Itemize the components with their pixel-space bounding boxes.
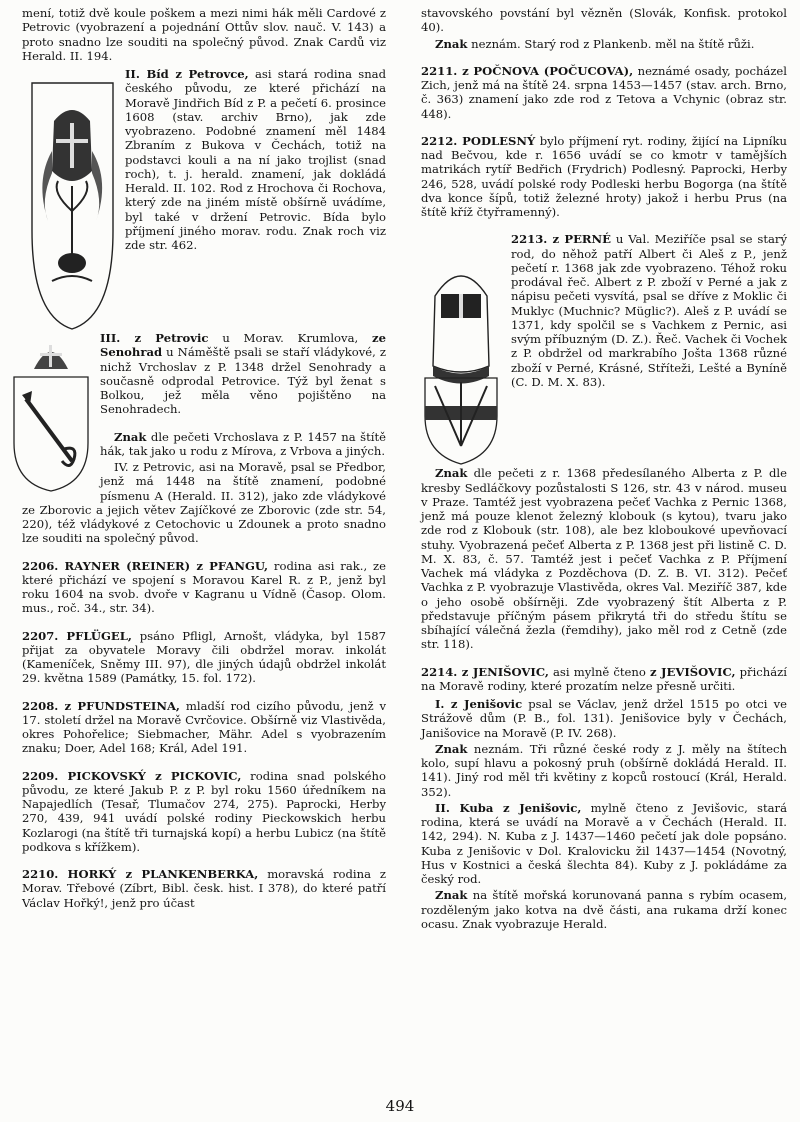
paragraph: stavovského povstání byl vězněn (Slovák, Konfisk. protokol 40). — [421, 6, 787, 35]
entry-2212: 2212. PODLESNÝ bylo příjmení ryt. rodiny, žijící na Lipníku nad Bečvou, kde r. 1656 uvádí se co kmotr v tamějších matrikách rytíř Bedřich (Frydrich) Podlesný. Paprocki, Herby 246, 528, uvádí polské rody Podleski herbu Bogorga (na štítě dva konce šípů, totiž železné hroty) jakož i herbu Prus (na štítě kříž čtyřramenný). — [421, 133, 787, 219]
paragraph-jenisovic-ii-znak: Znak na štítě mořská korunovaná panna s rybím ocasem, rozděleným jako kotva na dvě části, ana rukama drží konec ocasu. Znak vyobrazuje Herald. — [421, 888, 787, 931]
paragraph-petrovic-iv: IV. z Petrovic, asi na Moravě, psal se Předbor, jenž má 1448 na štítě znamení, podobné písmenu A (Herald. II. 312), jako zde vládykové ze Zborovic a jejich větev Zajíčkové ze Zborovic (zde str. 54, 220), též vládykové z Cetochovic u Zdounek a proto snadno lze souditi na společný původ. — [22, 460, 386, 546]
paragraph-jenisovic-i-znak: Znak neznám. Tři různé české rody z J. měly na štítech kolo, supí hlavu a pokosný pruh (obšírně dokládá Herald. II. 141). Jiný rod měl tři květiny z kopců rostoucí (Král, Herald. 352). — [421, 741, 787, 799]
paragraph-jenisovic-ii: II. Kuba z Jenišovic, mylně čteno z Jevišovic, stará rodina, která se uvádí na Moravě a v Čechách (Herald. II. 142, 294). N. Kuba z J. 1437—1460 pečetí jak dole popsáno. Kuba z Jenišovic v Dol. Kralovicku žil 1437—1454 (Novotný, Hus v Kostnici a česká šlechta 84). Kuby z J. pokládáme za český rod. — [421, 800, 787, 886]
entry-2211: 2211. z POČNOVA (POČUCOVA), neznámé osady, pocházel Zich, jenž má na štítě 24. srpna 1453—1457 (stav. arch. Brno, č. 363) znamení jako zde rod z Tetova a Vchynic (obraz str. 448). — [421, 63, 788, 121]
entry-2213: 2213. z PERNÉ u Val. Meziříče psal se starý rod, do něhož patří Albert či Aleš z P., jenž pečetí r. 1368 jak zde vyobrazeno. Téhož roku prodával řeč. Albert z P. zboží v Perné a jak z nápisu pečeti vysvítá, psal se dříve z Moklic či Muklyc (Muchnic? Müglic?). Aleš z P. uvádí se 1371, kdy spolčil se s Vachkem z Pernic, asi svým příbuzným (D. Z.). Řeč. Vachek či Vochek z P. obdržel od markrabího Jošta 1368 různé zboží v Perné, Krásné, Stříteži, Lešté a Byníně (C. D. M. X. 83). — [511, 232, 787, 389]
left-column — [22, 0, 386, 923]
entry-2206: 2206. RAYNER (REINER) z PFANGU, rodina asi rak., ze které přichází ve spojení s Moravou Karel R. z P., jenž byl roku 1604 na svob. dvoře v Kagranu u Vídně (Časop. Olom. mus., roč. 34., str. 34). — [22, 558, 386, 616]
entry-2207: 2207. PFLÜGEL, psáno Pfligl, Arnošt, vládyka, byl 1587 přijat za obyvatele Moravy čili obdržel morav. inkolát (Kameníček, Sněmy III. 97), dle jiných údajů obdržel inkolát 29. května 1589 (Památky, 15. fol. 172). — [22, 628, 386, 686]
entry-2210: 2210. HORKÝ z PLANKENBERKA, moravská rodina z Morav. Třebové (Zíbrt, Bibl. česk. hist. I 378), do které patří Václav Hořký!, jenž pro účast — [22, 867, 387, 910]
entry-2214: 2214. z JENIŠOVIC, asi mylně čteno z JEVIŠOVIC, přichází na Moravě rodiny, které prozatím nelze přesně určiti. — [421, 664, 787, 693]
paragraph-petrovic-iii: III. z Petrovic u Morav. Krumlova, ze Senohrad u Náměště psali se staří vládykové, z nichž Vrchoslav z P. 1348 držel Senohrady a současně odprodal Petrovice. Týž byl ženat s Bolkou, jež měla věno pojištěno na Senohradech. — [100, 331, 386, 417]
paragraph-jenisovic-i: I. z Jenišovic psal se Václav, jenž držel 1515 po otci ve Strážově dům (P. B., fol. 131). Jenišovice byly v Čechách, Janišovice na Moravě (P. IV. 268). — [421, 697, 787, 740]
paragraph-znak: Znak neznám. Starý rod z Plankenb. měl na štítě růži. — [435, 36, 755, 51]
perne-coat-of-arms — [421, 246, 501, 466]
entry-2208: 2208. z PFUNDSTEINA, mladší rod cizího původu, jenž v 17. století držel na Moravě Cvrčovice. Obšírně viz Vlastivěda, okres Pohořelice; Siebmacher, Mähr. Adel s vyobrazením znaku; Doer, Adel 168; Král, Adel 191. — [22, 698, 387, 756]
paragraph-bid: II. Bíd z Petrovce, asi stará rodina snad českého původu, ze které přichází na Moravě Jindřich Bíd z P. a pečetí 6. prosince 1608 (stav. archiv Brno), jak zde vyobrazeno. Podobné znamení měl 1484 Zbraním z Bukova v Čechách, totiž na podstavci kouli a na ní jako trojlist (snad roch), t. j. herald. znamení, jak dokládá Herald. II. 102. Rod z Hrochova či Rochova, který zde na jiném místě obšírně uvádíme, byl také v držení Petrovic. Bída bylo příjmení jiného morav. rodu. Znak roch viz zde str. 462. — [125, 67, 386, 252]
entry-2209: 2209. PICKOVSKÝ z PICKOVIC, rodina snad polského původu, ze které Jakub P. z P. byl roku 1560 úředníkem na Napajedlích (Tesař, Tlumačov 274, 275). Paprocki, Herby 270, 439, 941 uvádí polské rodiny Pieckowskich herbu Kozlarogi (na štítě tři turnajská kopí) a herbu Lubicz (na štítě podkova s křížkem). — [22, 768, 386, 854]
right-column — [421, 0, 787, 944]
petrovic-coat-of-arms — [12, 333, 90, 493]
bid-coat-of-arms — [30, 81, 115, 331]
paragraph-znak-2213: Znak dle pečeti z r. 1368 předesílaného Alberta z P. dle kresby Sedláčkovy pozůstalosti S 126, str. 43 v národ. museu v Praze. Tamtéž jest vyobrazena pečeť Vachka z Pernic 1368, jenž má pouze klenot železný klobouk (s kytou), tvaru jako zde rod z Klobouk (str. 108), ale bez kloboukové upevňovací stuhy. Vyobrazená pečeť Alberta z P. 1368 jest při listině C. D. M. X. 83, č. 57. Tamtéž jest i pečeť Vachka z P. Příjmení Vachek má vládyka z Pozděchova (D. Z. B. VI. 312). Pečeť Vachka z P. vyobrazuje Vlastivěda, okres Val. Meziříč 387, kde o jeho osobě obšírněji. Zde vyobrazený štít Alberta z P. představuje příčným pásem přikrytá tři do středu štítu se sbíhající válečná žezla (řemdihy), jako měl rod z Cetně (zde str. 118). — [421, 466, 787, 652]
paragraph: mení, totiž dvě koule poškem a mezi nimi hák měli Cardové z Petrovic (vyobrazení a pojednání Ottův slov. nauč. V. 143) a proto snadno lze souditi na společný původ. Znak Cardů viz Herald. II. 194. — [22, 6, 386, 63]
paragraph-znak-petrovic: Znak dle pečeti Vrchoslava z P. 1457 na štítě hák, tak jako u rodu z Mírova, z Vrbova a jiných. — [100, 429, 386, 458]
page-number: 494 — [385, 1097, 415, 1115]
